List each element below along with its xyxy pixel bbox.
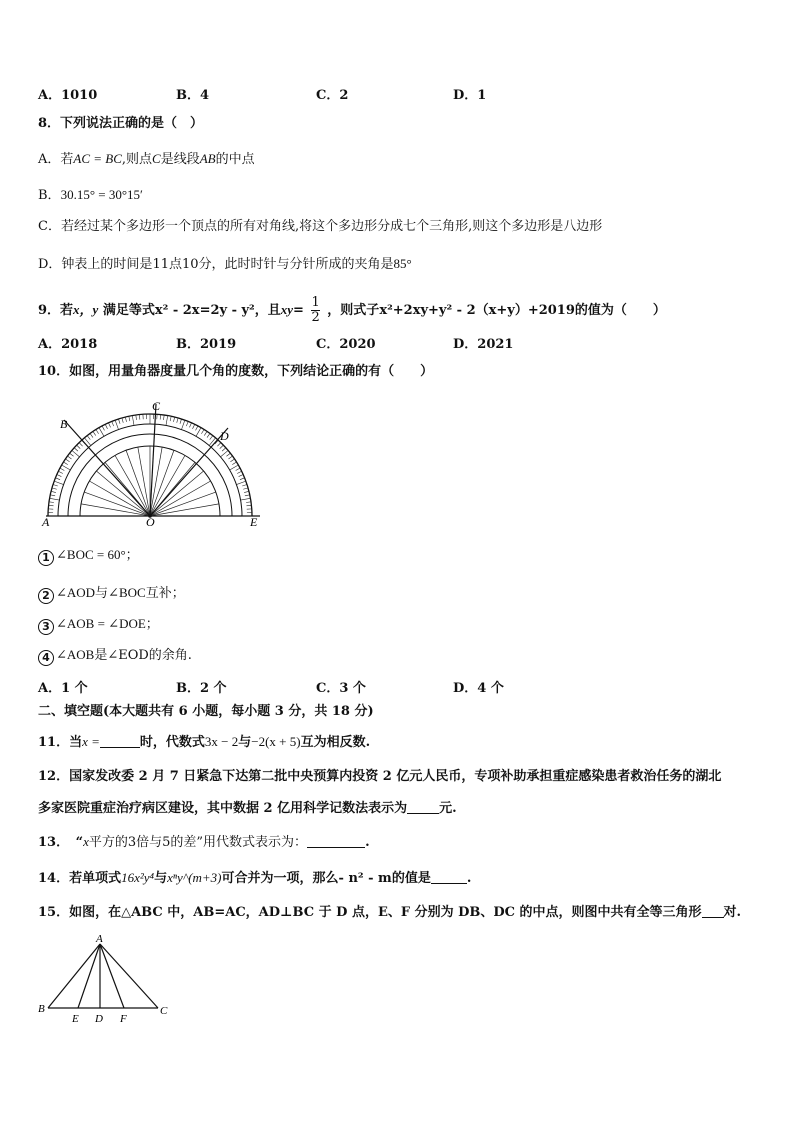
protractor-tick (230, 459, 234, 462)
protractor-tick (67, 456, 71, 459)
protractor-tick (245, 495, 250, 496)
protractor-tick (222, 448, 226, 451)
protractor-tick (189, 423, 191, 428)
q15-blank[interactable] (702, 905, 724, 918)
q8-stem: 8．下列说法正确的是（ ） (38, 116, 204, 131)
protractor-tick (166, 416, 168, 426)
protractor-tick (62, 465, 71, 470)
q8-option-c: C．若经过某个多边形一个顶点的所有对角线,将这个多边形分成七个三角形,则这个多边形是八边形 (38, 219, 603, 234)
protractor-tick (122, 418, 123, 423)
protractor-tick (102, 426, 104, 430)
q10-option-c: C．3 个 (316, 681, 366, 696)
protractor-figure (38, 398, 270, 530)
protractor-tick (201, 429, 204, 433)
protractor-tick (115, 420, 118, 429)
q10-item-2: 2 ∠AOD与∠BOC互补； (38, 584, 185, 604)
protractor-tick (49, 502, 54, 503)
protractor-tick (237, 471, 241, 473)
q10-item-1: 1 ∠BOC = 60°； (38, 546, 139, 566)
protractor-tick (239, 475, 244, 477)
protractor-tick (49, 505, 54, 506)
protractor-tick (181, 420, 184, 429)
protractor-tick (207, 433, 210, 437)
q11-blank[interactable] (100, 735, 140, 748)
tri-label-b: B (38, 1003, 45, 1015)
protractor-tick (228, 456, 232, 459)
protractor-tick (96, 429, 99, 433)
protractor-tick (105, 424, 107, 428)
protractor-tick (232, 462, 236, 465)
protractor-tick (170, 416, 171, 421)
protractor-tick (236, 468, 240, 470)
q15-stem: 15．如图，在△ABC 中，AB=AC，AD⊥BC 于 D 点，E、F 分别为 DB、DC 的中点，则图中共有全等三角形 对. (38, 905, 742, 920)
q13: 13． “x平方的3倍与5的差”用代数式表示为： . (38, 834, 370, 850)
protractor-tick (236, 481, 245, 484)
q12-line1: 12．国家发改委 2 月 7 日紧急下达第二批中央预算内投资 2 亿元人民币，专项补助承担重症感染患者救治任务的湖北 (38, 769, 722, 784)
protractor-tick (55, 478, 60, 480)
q9-stem: 9．若x，y 满足等式x² - 2x=2y - y²，且xy= $\frac{1}{2}$ ，则式子x²+2xy+y² - 2（x+y）+2019的值为（ ） (38, 295, 666, 325)
q10-item-3: 3 ∠AOB = ∠DOE； (38, 615, 159, 635)
protractor-tick (160, 415, 161, 420)
label-d: D (220, 429, 229, 443)
label-a: A (42, 515, 50, 529)
protractor-tick (193, 424, 195, 428)
q8-option-b: B．30.15° = 30°15′ (38, 187, 143, 203)
protractor-tick (65, 459, 69, 462)
label-e: E (250, 515, 258, 529)
tri-label-c: C (160, 1005, 168, 1017)
protractor-tick (132, 416, 134, 426)
protractor-tick (93, 431, 96, 435)
protractor-tick (77, 445, 81, 448)
protractor-tick (79, 443, 82, 447)
q9-fraction: $\frac{1}{2}$ (311, 295, 320, 325)
q10-item-4: 4 ∠AOB是∠EOD的余角. (38, 646, 192, 666)
protractor-tick (241, 498, 251, 500)
protractor-tick (204, 431, 207, 435)
protractor-tick (54, 481, 63, 484)
protractor-tick (52, 488, 57, 489)
protractor-tick (57, 475, 62, 477)
protractor-tick (99, 428, 104, 437)
protractor-tick (118, 419, 120, 424)
protractor-tick (125, 417, 126, 422)
protractor-tick (90, 433, 93, 437)
q9-option-d: D．2021 (453, 337, 514, 352)
q8-option-d: D．钟表上的时间是11点10分，此时时针与分针所成的夹角是85° (38, 256, 412, 272)
triangle-figure (36, 932, 172, 1026)
protractor-tick (74, 448, 78, 451)
protractor-tick (136, 415, 137, 420)
q14-blank[interactable] (431, 871, 467, 884)
q7-option-c: C．2 (316, 88, 349, 103)
q12-blank[interactable] (407, 801, 439, 814)
q12-line2: 多家医院重症治疗病区建设，其中数据 2 亿用科学记数法表示为 元. (38, 801, 457, 816)
protractor-tick (242, 484, 247, 486)
q7-option-d: D．1 (453, 88, 487, 103)
label-c: C (152, 399, 161, 413)
label-o: O (146, 515, 155, 529)
label-b: B (60, 417, 68, 431)
protractor-tick (51, 491, 56, 492)
protractor-tick (243, 488, 248, 489)
protractor-tick (63, 462, 67, 465)
q8-option-a: A．若AC = BC,则点C是线段AB的中点 (38, 151, 255, 167)
q13-blank[interactable] (307, 835, 365, 848)
protractor-tick (210, 436, 213, 440)
protractor-tick (246, 505, 251, 506)
protractor-tick (244, 491, 249, 492)
q7-option-a: A．1010 (38, 88, 98, 103)
q9-option-b: B．2019 (176, 337, 237, 352)
protractor-tick (87, 436, 90, 440)
ray-od (150, 428, 228, 516)
tri-label-f: F (120, 1013, 127, 1025)
q7-option-b: B．4 (176, 88, 210, 103)
q11: 11．当x = 时，代数式3x − 2与−2(x + 5)互为相反数. (38, 734, 371, 750)
protractor-tick (129, 416, 130, 421)
q10-option-d: D．4 个 (453, 681, 504, 696)
protractor-tick (163, 415, 164, 420)
q14: 14．若单项式16x²y⁴与xⁿy^(m+3)可合并为一项，那么- n² - m的值是 . (38, 870, 472, 886)
protractor-tick (186, 421, 188, 426)
protractor-tick (139, 415, 140, 420)
q9-option-a: A．2018 (38, 337, 98, 352)
protractor-tick (60, 468, 64, 470)
q9-option-c: C．2020 (316, 337, 376, 352)
protractor-tick (53, 484, 58, 486)
protractor-tick (226, 453, 230, 456)
q10-option-b: B．2 个 (176, 681, 227, 696)
protractor-tick (196, 428, 201, 437)
protractor-tick (230, 465, 239, 470)
protractor-tick (50, 498, 60, 500)
protractor-tick (58, 471, 62, 473)
protractor-tick (180, 419, 182, 424)
section-heading: 二、填空题(本大题共有 6 小题，每小题 3 分，共 18 分) (38, 704, 374, 719)
q10-stem: 10．如图，用量角器度量几个角的度数，下列结论正确的有（ ） (38, 364, 434, 379)
protractor-tick (112, 421, 114, 426)
protractor-tick (177, 418, 178, 423)
tri-label-e: E (72, 1013, 79, 1025)
protractor-tick (196, 426, 198, 430)
protractor-tick (50, 495, 55, 496)
protractor-tick (240, 478, 245, 480)
protractor-tick (217, 443, 220, 447)
protractor-tick (246, 502, 251, 503)
protractor-tick (220, 445, 224, 448)
protractor-tick (109, 423, 111, 428)
protractor-tick (70, 453, 74, 456)
tri-label-a: A (96, 933, 103, 945)
tri-label-d: D (95, 1013, 103, 1025)
q10-option-a: A．1 个 (38, 681, 88, 696)
protractor-tick (173, 417, 174, 422)
